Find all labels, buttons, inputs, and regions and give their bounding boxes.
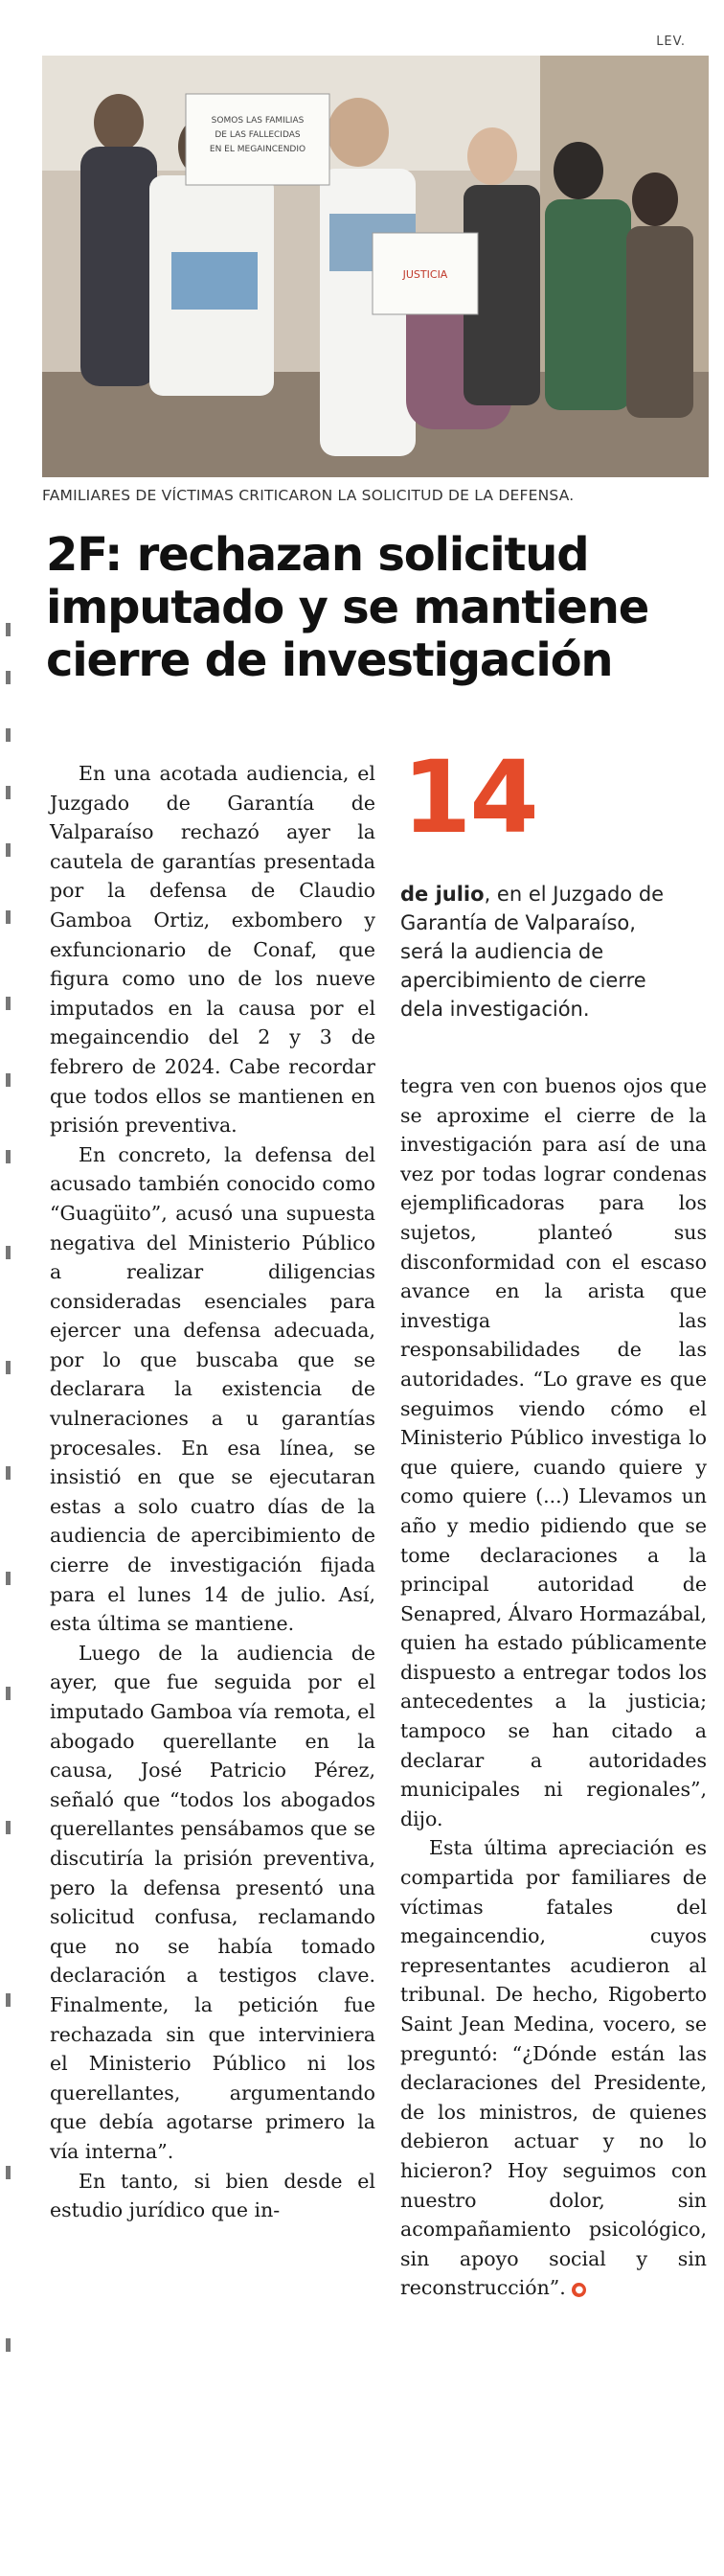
highlight-date: de julio (400, 883, 485, 906)
left-margin-column-fragments (0, 0, 21, 2576)
highlight-text: , en el Juzgado de Garantía de Valparaíso, será la audiencia de apercibimiento de cierre dela investigación. (400, 883, 665, 1021)
body-paragraph: Luego de la audiencia de ayer, que fue seguida por el imputado Gamboa vía remota, el abogado querellante en la causa, José Patricio Pérez, señaló que “todos los abogados querellantes pensábamos que se discutiría la prisión preventiva, pero la defensa presentó una solicitud confusa, reclamando que no se había tomado declaración a testigos clave. Finalmente, la petición fue rechazada sin que interviniera el Ministerio Público ni los querellantes, argumentando que debía agotarse primero la vía interna”. (50, 1641, 375, 2163)
svg-text:EN EL MEGAINCENDIO: EN EL MEGAINCENDIO (209, 145, 306, 154)
body-column-left (50, 759, 375, 2225)
photo-caption: FAMILIARES DE VÍCTIMAS CRITICARON LA SOLICITUD DE LA DEFENSA. (42, 487, 575, 504)
group-photo-image (42, 56, 709, 477)
body-paragraph: En concreto, la defensa del acusado también conocido como “Guagüito”, acusó una supuesta negativa del Ministerio Público a realizar diligencias consideradas esenciales para ejercer una defensa adecuada, por lo que buscaba que se declarara la existencia de vulneraciones a u garantías procesales. En esa línea, se insistió en que se ejecutaran estas a solo cuatro días de la audiencia de apercibimiento de cierre de investigación fijada para el lunes 14 de julio. Así, esta última se mantiene. (50, 1142, 375, 1636)
body-paragraph-continued: tegra ven con buenos ojos que se aproxime el cierre de la investigación para así de una vez por todas lograr condenas ejemplificadoras para los sujetos, planteó sus disconformidad con el escaso avance en la arista que investiga las responsabilidades de las autoridades. “Lo grave es que seguimos viendo cómo el Ministerio Público investiga lo que quiere, cuando quiere y como quiere (...) Llevamos un año y medio pidiendo que se tome declaraciones a la principal autoridad de Senapred, Álvaro Hormazábal, quien ha estado públicamente dispuesto a entregar todos los antecedentes a la justicia; tampoco se han citado a declarar a autoridades municipales ni regionales”, dijo. (400, 1074, 707, 1830)
photo-credit: LEV. (656, 34, 686, 49)
svg-text:DE LAS FALLECIDAS: DE LAS FALLECIDAS (215, 130, 301, 140)
body-paragraph-text: Esta última apreciación es compartida por familiares de víctimas fatales del megaincendio, cuyos representantes acudieron al tribunal. De hecho, Rigoberto Saint Jean Medina, vocero, se preguntó: “¿Dónde están las declaraciones del Presidente, de los ministros, de quienes debieron actuar y no lo hicieron? Hoy seguimos con nuestro dolor, sin acompañamiento psicológico, sin apoyo social y sin reconstrucción”. (400, 1836, 707, 2300)
body-paragraph: En una acotada audiencia, el Juzgado de Garantía de Valparaíso rechazó ayer la cautela de garantías presentada por la defensa de Claudio Gamboa Ortiz, exbombero y exfuncionario de Conaf, que figura como uno de los nueve imputados en la causa por el megaincendio del 2 y 3 de febrero de 2024. Cabe recordar que todos ellos se mantienen en prisión preventiva. (50, 762, 375, 1138)
body-paragraph: En tanto, si bien desde el estudio jurídico que in- (50, 2169, 375, 2222)
svg-text:JUSTICIA: JUSTICIA (402, 268, 448, 281)
highlight-sidebar (400, 880, 674, 1024)
highlight-number: 14 (402, 739, 537, 856)
svg-text:SOMOS LAS FAMILIAS: SOMOS LAS FAMILIAS (211, 116, 305, 126)
body-column-right (400, 1071, 707, 2303)
end-of-article-icon: ● (572, 2283, 586, 2297)
body-paragraph-last (400, 1833, 707, 2303)
headline: 2F: rechazan solicitud imputado y se mantiene cierre de investigación (46, 528, 649, 687)
